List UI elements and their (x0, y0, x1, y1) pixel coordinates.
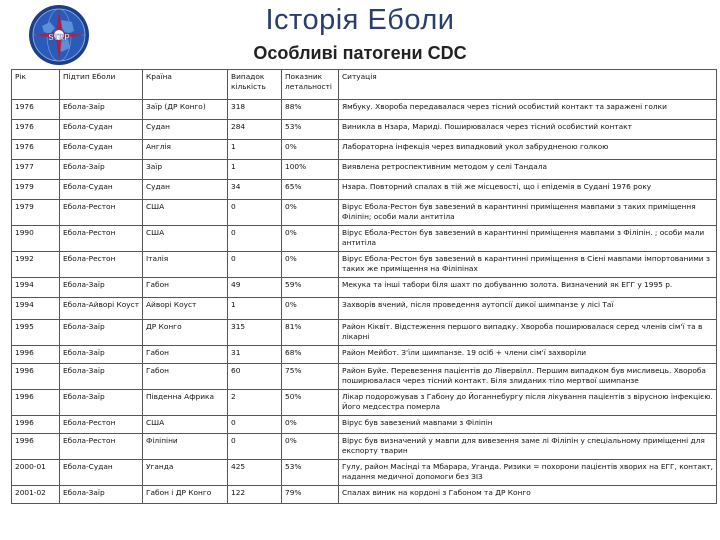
fatality-cell: 53% (282, 460, 339, 486)
situation-cell: Захворів вчений, після проведення аутопсії дикої шимпанзе у лісі Таї (339, 298, 717, 320)
situation-cell: Вірус Ебола-Рестон був завезений в карантинні приміщення мавпами з Філіпін. ; особи мали антитіла (339, 226, 717, 252)
table-row (12, 160, 717, 180)
country-cell: Судан (143, 120, 228, 140)
country-cell: Судан (143, 180, 228, 200)
year-cell: 1996 (12, 416, 60, 434)
ebola-history-table (11, 69, 717, 504)
table-row (12, 100, 717, 120)
subtype-cell: Ебола-Заїр (60, 346, 143, 364)
table-row (12, 434, 717, 460)
fatality-cell: 0% (282, 200, 339, 226)
subtype-cell: Ебола-Заїр (60, 486, 143, 504)
table-row (12, 320, 717, 346)
situation-cell: Виникла в Нзара, Мариді. Поширювалася через тісний особистий контакт (339, 120, 717, 140)
cases-cell: 0 (228, 226, 282, 252)
year-cell: 1995 (12, 320, 60, 346)
subtype-cell: Ебола-Рестон (60, 434, 143, 460)
country-cell: ДР Конго (143, 320, 228, 346)
country-cell: Айворі Коуст (143, 298, 228, 320)
cases-cell: 122 (228, 486, 282, 504)
subtype-cell: Ебола-Айворі Коуст (60, 298, 143, 320)
year-cell: 1990 (12, 226, 60, 252)
column-header-situation: Ситуація (339, 70, 717, 100)
page-subtitle: Особливі патогени CDC (253, 43, 467, 63)
column-header-year: Рік (12, 70, 60, 100)
table-body (12, 100, 717, 504)
fatality-cell: 50% (282, 390, 339, 416)
year-cell: 2001-02 (12, 486, 60, 504)
country-cell: Габон (143, 364, 228, 390)
situation-cell: Спалах виник на кордоні з Габоном та ДР Конго (339, 486, 717, 504)
subtype-cell: Ебола-Судан (60, 180, 143, 200)
table-row (12, 226, 717, 252)
fatality-cell: 68% (282, 346, 339, 364)
cases-cell: 0 (228, 200, 282, 226)
year-cell: 1992 (12, 252, 60, 278)
table-row (12, 390, 717, 416)
fatality-cell: 0% (282, 298, 339, 320)
fatality-cell: 75% (282, 364, 339, 390)
table-header-row (12, 70, 717, 100)
year-cell: 1979 (12, 200, 60, 226)
fatality-cell: 79% (282, 486, 339, 504)
fatality-cell: 0% (282, 140, 339, 160)
table-row (12, 200, 717, 226)
country-cell: Габон (143, 346, 228, 364)
situation-cell: Вірус Ебола-Рестон був завезений в карантинні приміщення в Сієні мавпами імпортованими з таких же приміщення на Філіпінах (339, 252, 717, 278)
cases-cell: 284 (228, 120, 282, 140)
country-cell: Південна Африка (143, 390, 228, 416)
subtype-cell: Ебола-Заїр (60, 100, 143, 120)
subtype-cell: Ебола-Заїр (60, 364, 143, 390)
fatality-cell: 65% (282, 180, 339, 200)
table-row (12, 364, 717, 390)
year-cell: 1996 (12, 434, 60, 460)
situation-cell: Лікар подорожував з Габону до Йоганнебургу після лікування пацієнтів з вірусною інфекцією. Його медсестра померла (339, 390, 717, 416)
country-cell: США (143, 416, 228, 434)
fatality-cell: 0% (282, 226, 339, 252)
country-cell: Заїр (ДР Конго) (143, 100, 228, 120)
year-cell: 1996 (12, 364, 60, 390)
year-cell: 1977 (12, 160, 60, 180)
subtype-cell: Ебола-Судан (60, 140, 143, 160)
cases-cell: 49 (228, 278, 282, 298)
cases-cell: 318 (228, 100, 282, 120)
country-cell: США (143, 226, 228, 252)
country-cell: Габон і ДР Конго (143, 486, 228, 504)
fatality-cell: 100% (282, 160, 339, 180)
fatality-cell: 0% (282, 252, 339, 278)
subtype-cell: Ебола-Судан (60, 120, 143, 140)
country-cell: Філіпіни (143, 434, 228, 460)
situation-cell: Лабораторна інфекція через випадковий укол забрудненою голкою (339, 140, 717, 160)
table-row (12, 140, 717, 160)
subtype-cell: Ебола-Заїр (60, 320, 143, 346)
column-header-fatality: Показник летальності (282, 70, 339, 100)
page-title: Історія Еболи (265, 4, 455, 36)
cases-cell: 0 (228, 434, 282, 460)
year-cell: 1994 (12, 278, 60, 298)
year-cell: 1976 (12, 140, 60, 160)
table-row (12, 346, 717, 364)
fatality-cell: 0% (282, 434, 339, 460)
country-cell: Італія (143, 252, 228, 278)
logo-text: STRP (48, 33, 70, 42)
situation-cell: Ямбуку. Хвороба передавалася через тісний особистий контакт та заражені голки (339, 100, 717, 120)
table-row (12, 416, 717, 434)
cases-cell: 31 (228, 346, 282, 364)
cases-cell: 0 (228, 252, 282, 278)
column-header-country: Країна (143, 70, 228, 100)
table-row (12, 278, 717, 298)
table-row (12, 460, 717, 486)
situation-cell: Район Мейбот. З'їли шимпанзе. 19 осіб + члени сім'ї захворіли (339, 346, 717, 364)
fatality-cell: 59% (282, 278, 339, 298)
situation-cell: Вірус Ебола-Рестон був завезений в карантинні приміщення мавпами з таких приміщення Філіпін; особи мали антитіла (339, 200, 717, 226)
subtype-cell: Ебола-Заїр (60, 278, 143, 298)
subtype-cell: Ебола-Заїр (60, 160, 143, 180)
column-header-subtype: Підтип Еболи (60, 70, 143, 100)
country-cell: Уганда (143, 460, 228, 486)
situation-cell: Вірус був завезений мавпами з Філіпін (339, 416, 717, 434)
column-header-cases: Випадок кількість (228, 70, 282, 100)
cases-cell: 60 (228, 364, 282, 390)
table-row (12, 120, 717, 140)
slide-header (0, 0, 720, 68)
country-cell: США (143, 200, 228, 226)
situation-cell: Нзара. Повторний спалах в тій же місцевості, що і епідемія в Судані 1976 року (339, 180, 717, 200)
table-row (12, 298, 717, 320)
year-cell: 1996 (12, 390, 60, 416)
year-cell: 1976 (12, 120, 60, 140)
subtype-cell: Ебола-Рестон (60, 226, 143, 252)
country-cell: Габон (143, 278, 228, 298)
fatality-cell: 0% (282, 416, 339, 434)
situation-cell: Мекука та інші табори біля шахт по добуванню золота. Визначений як ЕГГ у 1995 р. (339, 278, 717, 298)
situation-cell: Гулу, район Масінді та Мбарара, Уганда. Ризики = похорони пацієнтів хворих на ЕГГ, контакт, надання медичної допомоги без ЗІЗ (339, 460, 717, 486)
cases-cell: 0 (228, 416, 282, 434)
cases-cell: 2 (228, 390, 282, 416)
subtype-cell: Ебола-Рестон (60, 416, 143, 434)
table-row (12, 252, 717, 278)
subtype-cell: Ебола-Рестон (60, 252, 143, 278)
cases-cell: 1 (228, 298, 282, 320)
situation-cell: Вірус був визначений у мавпи для вивезення заме лі Філіпін у спеціальному приміщенні для експорту тварин (339, 434, 717, 460)
subtype-cell: Ебола-Судан (60, 460, 143, 486)
subtype-cell: Ебола-Заїр (60, 390, 143, 416)
year-cell: 1994 (12, 298, 60, 320)
table-row (12, 180, 717, 200)
fatality-cell: 88% (282, 100, 339, 120)
fatality-cell: 53% (282, 120, 339, 140)
year-cell: 1996 (12, 346, 60, 364)
cases-cell: 425 (228, 460, 282, 486)
situation-cell: Район Буйе. Перевезення пацієнтів до Лівервілл. Першим випадком був мисливець. Хвороба поширювалася через тісний контакт. Біля злиданих тіло мертвої шимпанзе (339, 364, 717, 390)
year-cell: 1976 (12, 100, 60, 120)
fatality-cell: 81% (282, 320, 339, 346)
cases-cell: 315 (228, 320, 282, 346)
year-cell: 1979 (12, 180, 60, 200)
situation-cell: Район Кіквіт. Відстеження першого випадку. Хвороба поширювалася серед членів сім'ї та в лікарні (339, 320, 717, 346)
cases-cell: 1 (228, 160, 282, 180)
subtype-cell: Ебола-Рестон (60, 200, 143, 226)
situation-cell: Виявлена ретроспективним методом у селі Тандала (339, 160, 717, 180)
cases-cell: 34 (228, 180, 282, 200)
country-cell: Англія (143, 140, 228, 160)
table-row (12, 486, 717, 504)
country-cell: Заїр (143, 160, 228, 180)
cases-cell: 1 (228, 140, 282, 160)
year-cell: 2000-01 (12, 460, 60, 486)
